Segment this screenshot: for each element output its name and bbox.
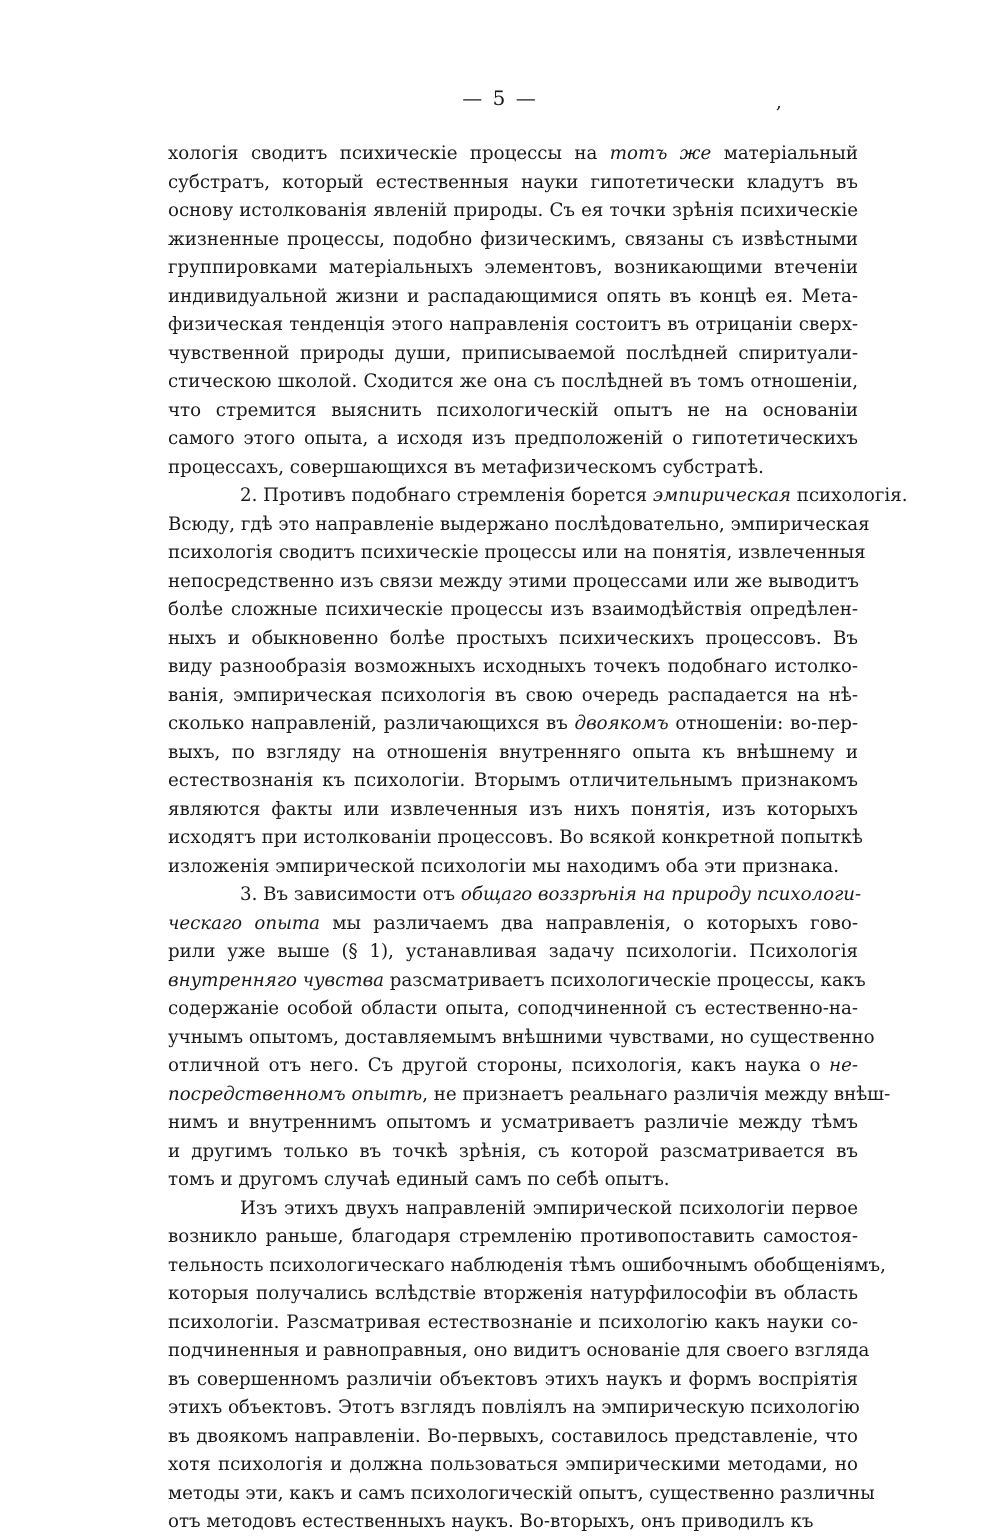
text-line [168,881,862,910]
text-line [168,796,858,825]
text-line [168,169,858,198]
text-line [168,1109,858,1138]
text-line [168,1280,858,1309]
text-line [168,340,858,369]
text-segment: исходятъ при истолкованіи процессовъ. Во всякой конкретной попыткѣ [168,827,863,848]
text-segment: жизненные процессы, подобно физическимъ, связаны съ извѣстными [168,228,858,250]
text-segment: 3. Въ зависимости отъ [240,884,461,905]
text-segment: въ двоякомъ направленіи. Во-первыхъ, составилось представленіе, что [168,1425,858,1447]
text-line [168,140,858,169]
italic-segment: эмпирическая [652,485,791,506]
text-segment: стическою школой. Сходится же она съ послѣдней въ томъ отношеніи, [168,371,858,392]
text-segment: хотя психологія и должна пользоваться эмпирическими методами, но [168,1454,858,1475]
text-line [168,254,858,283]
text-segment: и другимъ только въ точкѣ зрѣнія, съ которой разсматривается въ [168,1140,858,1162]
text-line [168,1195,858,1224]
text-line [168,1480,875,1509]
text-line [168,710,858,739]
text-line [168,1366,858,1395]
text-line [168,1052,858,1081]
text-segment: 2. Противъ подобнаго стремленія борется [240,485,653,506]
text-segment: отличной отъ него. Съ другой стороны, психологія, какъ наука о [168,1055,830,1076]
text-line [168,1423,858,1452]
text-line [168,226,858,255]
text-line [168,625,858,654]
text-line [168,910,858,939]
text-segment: подчиненныя и равноправныя, оно видитъ основаніе для своего взгляда [168,1340,870,1361]
text-segment: которыя получались вслѣдствіе вторженія натурфилософіи въ область [168,1283,858,1304]
text-line [168,1451,858,1480]
text-line [168,311,858,340]
text-segment: психологія. [790,485,908,506]
text-line [168,1223,858,1252]
text-segment: что стремится выяснить психологическій опытъ не на основаніи [168,399,858,421]
text-segment: психологія сводитъ психическіе процессы или на понятія, извлеченныя [168,542,866,563]
text-line [168,853,858,882]
text-segment: изложенія эмпирической психологіи мы находимъ оба эти признака. [168,855,839,877]
text-segment: въ совершенномъ различіи объектовъ этихъ наукъ и формъ воспріятія [168,1368,858,1390]
text-segment: отъ методовъ естественныхъ наукъ. Во-вторыхъ, онъ приводилъ къ [168,1511,814,1532]
text-line [168,995,858,1024]
text-line [168,1252,886,1281]
text-line [168,511,870,540]
text-line [168,425,858,454]
text-segment: , не признаетъ реальнаго различія между внѣш- [422,1083,891,1105]
text-segment: психологіи. Разсматривая естествознаніе и психологію какъ науки со- [168,1311,858,1333]
text-line [168,368,858,397]
text-line [168,482,908,511]
text-segment: физическая тенденція этого направленія состоитъ въ отрицаніи сверх- [168,314,858,335]
text-segment: субстратъ, который естественныя науки гипотетически кладутъ въ [168,171,858,193]
text-segment: возникло раньше, благодаря стремленію противопоставить самостоя- [168,1226,858,1247]
text-line [168,682,858,711]
text-line [168,1024,875,1053]
text-segment: разсматриваетъ психологическіе процессы, какъ [384,969,866,991]
text-segment: содержаніе особой области опыта, соподчиненной съ естественно-на- [168,998,858,1019]
italic-segment: не- [829,1055,858,1076]
text-segment: этихъ объектовъ. Этотъ взглядъ повліялъ на эмпирическую психологію [168,1397,860,1418]
text-line [168,824,863,853]
text-line [168,539,866,568]
italic-segment: ческаго опыта [168,912,321,934]
text-line [168,1508,858,1537]
text-segment: тельность психологическаго наблюденія тѣмъ ошибочнымъ обобщеніямъ, [168,1254,886,1276]
text-segment: томъ и другомъ случаѣ единый самъ по себѣ опытъ. [168,1169,670,1190]
text-line [168,938,858,967]
body-text [168,140,908,1537]
text-line [168,1166,858,1195]
text-line [168,1337,870,1366]
text-segment: непосредственно изъ связи между этими процессами или же выводитъ [168,570,859,592]
text-segment: процессахъ, совершающихся въ метафизическомъ субстратѣ. [168,456,764,478]
text-segment: ванія, эмпирическая психологія въ свою очередь распадается на нѣ- [168,684,858,706]
page-number: — 5 — [462,86,538,110]
text-line [168,1138,858,1167]
text-segment: выхъ, по взгляду на отношенія внутренняго опыта къ внѣшнему и [168,741,858,763]
text-line [168,596,858,625]
text-line [168,1309,858,1338]
text-line [168,1081,891,1110]
text-segment: учнымъ опытомъ, доставляемымъ внѣшними чувствами, но существенно [168,1026,875,1048]
text-segment: самого этого опыта, а исходя изъ предположеній о гипотетическихъ [168,428,858,449]
italic-segment: посредственномъ опытѣ [168,1083,423,1105]
text-segment: мы различаемъ два направленія, о которыхъ гово- [320,912,858,934]
text-segment: основу истолкованія явленій природы. Съ ея точки зрѣнія психическіе [168,200,858,221]
text-segment: естествознанія къ психологіи. Вторымъ отличительнымъ признакомъ [168,770,858,791]
italic-segment: внутренняго чувства [168,969,385,991]
text-segment: болѣе сложные психическіе процессы изъ взаимодѣйствія опредѣлен- [168,599,858,620]
text-segment: рили уже выше (§ 1), устанавливая задачу психологіи. Психологія [168,941,858,962]
text-line [168,767,858,796]
text-line [168,653,858,682]
text-line [168,283,858,312]
text-segment: матеріальный [711,143,858,164]
stray-mark: , [776,92,782,113]
text-line [168,397,858,426]
text-segment: нимъ и внутреннимъ опытомъ и усматриваетъ различіе между тѣмъ [168,1112,858,1133]
text-segment: группировками матеріальныхъ элементовъ, возникающими втеченіи [168,257,858,278]
text-segment: сколько направленій, различающихся въ [168,713,575,734]
text-line [168,967,866,996]
text-line [168,197,858,226]
text-segment: Всюду, гдѣ это направленіе выдержано послѣдовательно, эмпирическая [168,513,870,535]
italic-segment: двоякомъ [574,713,669,734]
text-segment: хологія сводитъ психическіе процессы на [168,143,610,164]
text-segment: чувственной природы души, приписываемой послѣдней спиритуали- [168,342,858,364]
text-segment: отношеніи: во-пер- [668,713,858,734]
text-line [168,1394,858,1423]
text-segment: методы эти, какъ и самъ психологическій опытъ, существенно различны [168,1482,875,1504]
italic-segment: тотъ же [609,143,712,164]
text-line [168,454,858,483]
text-line [168,739,858,768]
text-segment: являются факты или извлеченныя изъ нихъ понятія, изъ которыхъ [168,798,858,820]
text-segment: виду разнообразія возможныхъ исходныхъ точекъ подобнаго истолко- [168,656,858,677]
text-segment: ныхъ и обыкновенно болѣе простыхъ психическихъ процессовъ. Въ [168,627,858,649]
text-segment: Изъ этихъ двухъ направленій эмпирической психологіи первое [240,1197,858,1219]
text-segment: индивидуальной жизни и распадающимися опять въ концѣ ея. Мета- [168,285,858,307]
italic-segment: общаго воззрѣнія на природу психологи- [460,884,862,905]
text-line [168,568,858,597]
